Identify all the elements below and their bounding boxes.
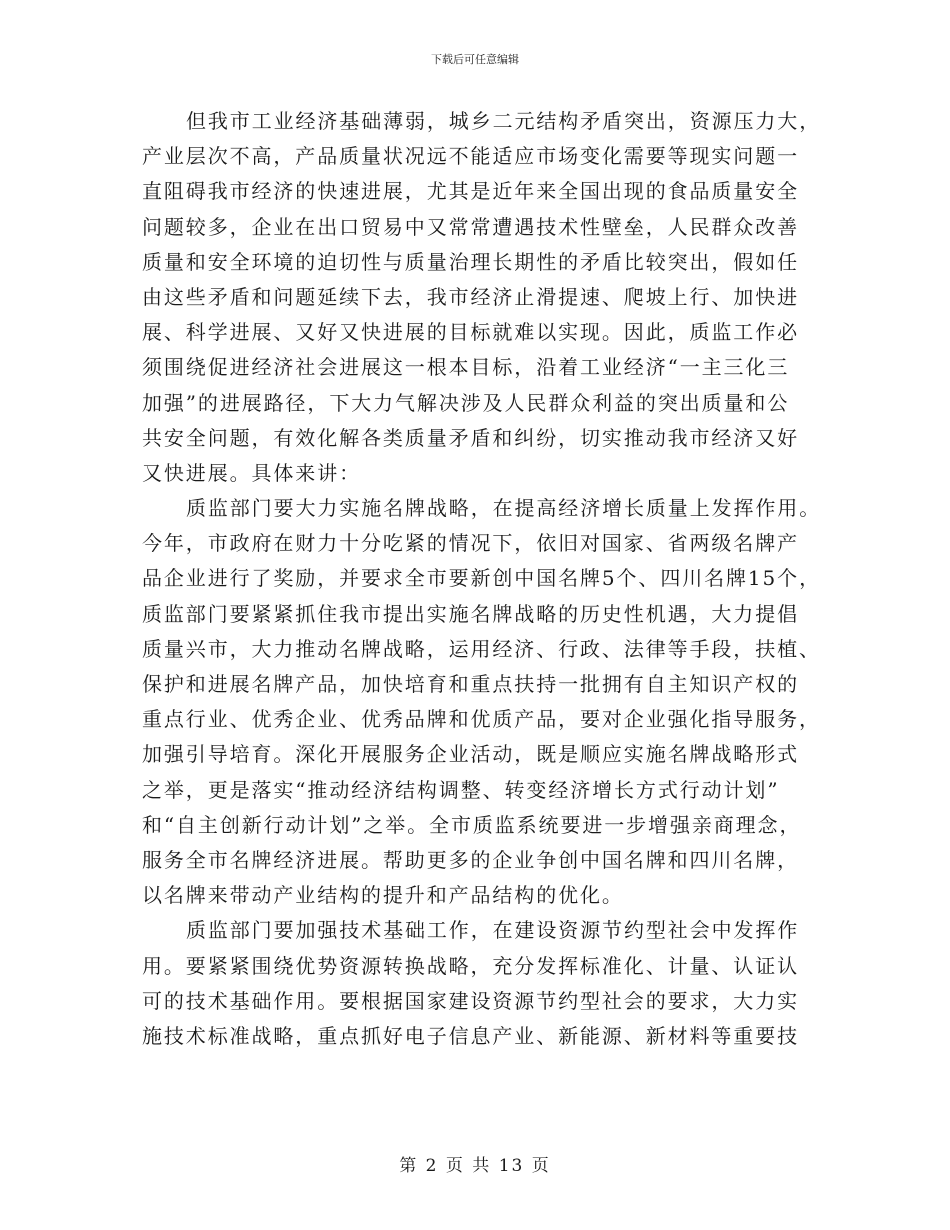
text-line: 之举，更是落实“推动经济结构调整、转变经济增长方式行动计划” — [142, 777, 780, 802]
text-line: 由这些矛盾和问题延续下去，我市经济止滑提速、爬坡上行、加快进 — [142, 284, 799, 309]
text-line: 质监部门要加强技术基础工作，在建设资源节约型社会中发挥作 — [186, 918, 800, 943]
page-number-footer: 第 2 页 共 13 页 — [399, 1156, 551, 1176]
text-line: 直阻碍我市经济的快速进展，尤其是近年来全国出现的食品质量安全 — [142, 179, 799, 204]
text-line: 施技术标准战略，重点抓好电子信息产业、新能源、新材料等重要技 — [142, 1023, 799, 1048]
text-line: 品企业进行了奖励，并要求全市要新创中国名牌5个、四川名牌15个， — [142, 566, 821, 591]
document-body — [142, 104, 822, 1054]
paragraph-3 — [142, 913, 810, 1054]
text-line: 须围绕促进经济社会进展这一根本目标，沿着工业经济“一主三化三 — [142, 355, 790, 380]
text-line: 保护和进展名牌产品，加快培育和重点扶持一批拥有自主知识产权的 — [142, 672, 799, 696]
text-line: 和“自主创新行动计划”之举。全市质监系统要进一步增强亲商理念， — [142, 812, 802, 837]
text-line: 共安全问题，有效化解各类质量矛盾和纠纷，切实推动我市经济又好 — [142, 425, 799, 450]
text-line: 质量兴市，大力推动名牌战略，运用经济、行政、法律等手段，扶植、 — [142, 636, 821, 661]
text-line: 质量和安全环境的迫切性与质量治理长期性的矛盾比较突出，假如任 — [142, 249, 799, 274]
paragraph-1 — [142, 104, 822, 491]
text-line: 服务全市名牌经济进展。帮助更多的企业争创中国名牌和四川名牌， — [142, 847, 799, 872]
text-line: 质监部门要大力实施名牌战略，在提高经济增长质量上发挥作用。 — [186, 496, 822, 521]
text-line: 但我市工业经济基础薄弱，城乡二元结构矛盾突出，资源压力大， — [186, 109, 822, 133]
text-line: 展、科学进展、又好又快进展的目标就难以实现。因此，质监工作必 — [142, 320, 799, 345]
text-line: 加强引导培育。深化开展服务企业活动，既是顺应实施名牌战略形式 — [142, 742, 799, 767]
text-line: 又快进展。具体来讲： — [142, 460, 361, 485]
text-line: 加强”的进展路径，下大力气解决涉及人民群众利益的突出质量和公 — [142, 390, 790, 415]
text-line: 问题较多，企业在出口贸易中又常常遭遇技术性壁垒，人民群众改善 — [142, 214, 799, 239]
text-line: 用。要紧紧围绕优势资源转换战略，充分发挥标准化、计量、认证认 — [142, 953, 799, 978]
page-header: 下载后可任意编辑 — [431, 53, 519, 66]
text-line: 以名牌来带动产业结构的提升和产品结构的优化。 — [142, 883, 624, 908]
text-line: 质监部门要紧紧抓住我市提出实施名牌战略的历史性机遇，大力提倡 — [142, 601, 799, 626]
text-line: 可的技术基础作用。要根据国家建设资源节约型社会的要求，大力实 — [142, 988, 799, 1013]
text-line: 今年，市政府在财力十分吃紧的情况下，依旧对国家、省两级名牌产 — [142, 531, 799, 556]
text-line: 重点行业、优秀企业、优秀品牌和优质产品，要对企业强化指导服务， — [142, 707, 821, 732]
text-line: 产业层次不高，产品质量状况远不能适应市场变化需要等现实问题一 — [142, 144, 799, 169]
paragraph-2 — [142, 491, 822, 913]
